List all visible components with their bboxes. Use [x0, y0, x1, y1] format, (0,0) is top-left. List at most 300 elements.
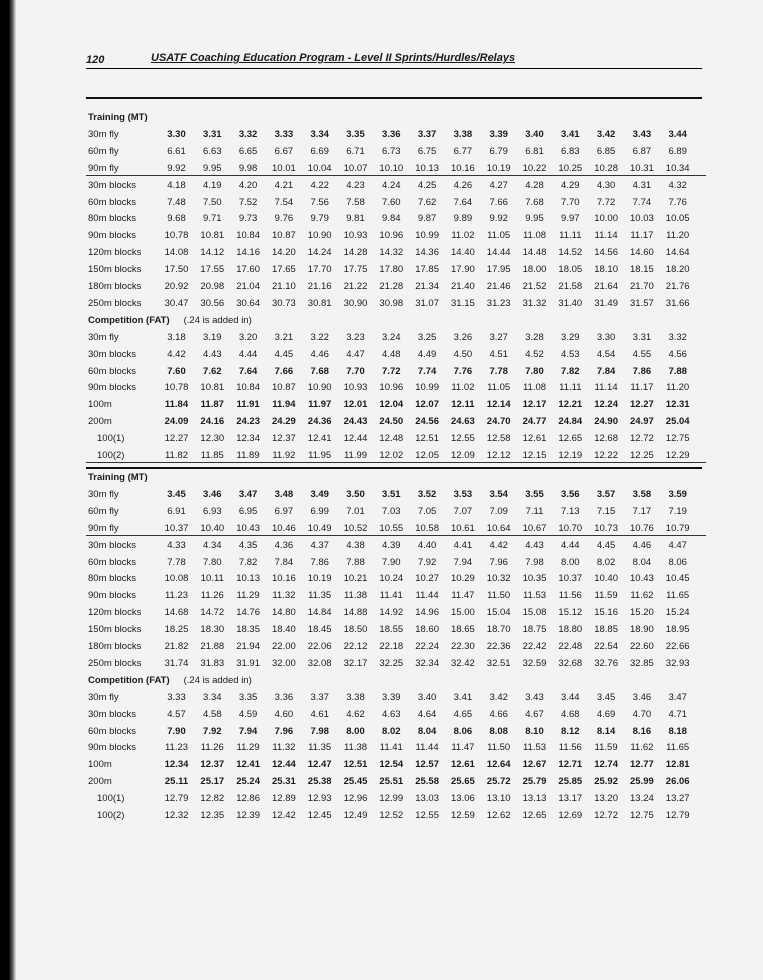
row-label: 90m blocks	[88, 590, 137, 602]
time-cell: 32.08	[307, 657, 332, 669]
time-cell: 7.98	[525, 556, 544, 568]
time-cell: 14.28	[343, 247, 368, 259]
time-cell: 22.66	[665, 641, 690, 652]
time-cell: 4.26	[453, 179, 473, 191]
row-label: 90m blocks	[88, 742, 137, 754]
table-row	[0, 487, 763, 503]
time-cell: 14.60	[630, 247, 654, 259]
time-cell: 4.23	[346, 179, 365, 191]
time-cell: 25.11	[164, 776, 189, 788]
time-cell: 4.21	[274, 179, 294, 191]
time-cell: 10.90	[307, 382, 332, 394]
time-cell: 10.64	[486, 522, 511, 534]
time-cell: 3.30	[167, 128, 186, 140]
time-cell: 12.74	[594, 759, 618, 771]
time-cell: 7.07	[453, 505, 473, 517]
time-cell: 7.78	[167, 556, 186, 568]
time-cell: 12.14	[486, 399, 511, 411]
time-cell: 10.52	[343, 522, 368, 534]
row-label: 30m blocks	[88, 348, 137, 360]
time-cell: 3.31	[632, 331, 652, 343]
time-cell: 4.62	[346, 708, 365, 720]
time-cell: 11.26	[200, 742, 224, 754]
time-cell: 4.43	[203, 348, 222, 360]
time-cell: 22.54	[594, 641, 618, 652]
time-cell: 7.84	[596, 365, 616, 377]
time-cell: 32.51	[486, 657, 511, 669]
row-label: 30m fly	[88, 691, 119, 703]
time-cell: 24.50	[379, 416, 404, 428]
time-cell: 6.75	[417, 145, 437, 157]
table-row	[0, 211, 763, 227]
time-cell: 3.32	[668, 331, 687, 343]
time-cell: 3.37	[310, 691, 329, 703]
time-cell: 21.22	[343, 281, 368, 292]
time-cell: 4.59	[238, 708, 258, 720]
time-cell: 4.29	[561, 179, 580, 191]
time-cell: 6.87	[632, 145, 652, 157]
time-cell: 3.19	[203, 331, 222, 343]
time-cell: 12.19	[558, 450, 583, 461]
time-cell: 3.39	[489, 128, 508, 140]
time-cell: 9.95	[525, 213, 544, 225]
time-cell: 10.40	[594, 573, 618, 585]
time-cell: 14.16	[236, 247, 260, 259]
time-cell: 18.70	[486, 624, 511, 636]
time-cell: 10.21	[343, 573, 368, 585]
table-row	[0, 622, 763, 638]
section-rule	[86, 467, 702, 469]
time-cell: 7.62	[417, 196, 437, 208]
time-cell: 11.82	[164, 450, 189, 461]
time-cell: 11.59	[594, 742, 618, 754]
time-cell: 10.22	[522, 162, 547, 174]
time-cell: 12.72	[630, 433, 654, 445]
time-cell: 10.31	[630, 162, 654, 174]
time-cell: 7.78	[489, 365, 508, 377]
section-heading	[88, 313, 252, 329]
time-cell: 13.10	[486, 793, 511, 805]
row-label: 90m fly	[88, 162, 119, 174]
time-cell: 12.21	[558, 399, 583, 411]
time-cell: 13.03	[415, 793, 439, 805]
time-cell: 7.68	[310, 365, 329, 377]
row-label: 30m fly	[88, 128, 119, 140]
time-cell: 12.42	[272, 810, 296, 821]
time-cell: 12.30	[200, 433, 225, 445]
row-label: 60m blocks	[88, 365, 137, 377]
added-time-note: (.24 is added in)	[183, 314, 252, 326]
table-row	[0, 740, 763, 756]
time-cell: 10.35	[522, 573, 547, 585]
time-cell: 9.68	[167, 213, 186, 225]
section-heading-row	[0, 470, 763, 486]
time-cell: 30.64	[236, 297, 260, 309]
time-cell: 14.72	[200, 607, 225, 619]
time-cell: 12.79	[665, 810, 690, 821]
table-row	[0, 431, 763, 447]
time-cell: 11.97	[308, 399, 332, 411]
time-cell: 4.61	[310, 708, 329, 720]
time-cell: 9.92	[489, 213, 508, 225]
time-cell: 24.63	[451, 416, 475, 428]
time-cell: 10.55	[379, 522, 404, 534]
time-cell: 6.61	[167, 145, 186, 157]
time-cell: 12.57	[415, 759, 439, 771]
time-cell: 31.15	[451, 297, 475, 309]
time-cell: 20.92	[164, 281, 189, 292]
time-cell: 11.85	[200, 450, 224, 461]
time-cell: 18.30	[200, 624, 225, 636]
time-cell: 6.69	[310, 145, 329, 157]
time-cell: 7.64	[238, 365, 258, 377]
time-cell: 18.60	[415, 624, 439, 636]
time-cell: 10.16	[272, 573, 296, 585]
time-cell: 3.35	[346, 128, 365, 140]
time-cell: 12.54	[379, 759, 404, 771]
row-label: 250m blocks	[88, 297, 142, 309]
time-cell: 3.21	[274, 331, 294, 343]
time-cell: 7.80	[525, 365, 544, 377]
time-cell: 32.17	[343, 657, 368, 669]
row-label: 80m blocks	[88, 213, 137, 225]
row-label: 60m fly	[88, 145, 119, 157]
time-cell: 31.49	[594, 297, 618, 309]
time-cell: 25.31	[272, 776, 296, 788]
time-cell: 22.48	[558, 641, 583, 652]
time-cell: 3.34	[203, 691, 222, 703]
time-cell: 11.59	[594, 590, 618, 602]
time-cell: 3.59	[668, 488, 687, 500]
time-cell: 3.28	[525, 331, 544, 343]
row-label: 100(1)	[97, 433, 125, 445]
time-cell: 7.70	[561, 196, 580, 208]
table-row	[0, 504, 763, 520]
time-cell: 7.96	[489, 556, 508, 568]
table-row	[0, 774, 763, 790]
time-cell: 12.12	[486, 450, 511, 461]
time-cell: 24.09	[164, 416, 189, 428]
time-cell: 14.40	[451, 247, 475, 259]
time-cell: 8.12	[561, 725, 580, 737]
time-cell: 4.36	[274, 539, 294, 551]
time-cell: 7.50	[203, 196, 222, 208]
time-cell: 17.70	[307, 264, 332, 276]
time-cell: 7.92	[203, 725, 222, 737]
time-cell: 10.32	[486, 573, 511, 585]
row-label: 90m fly	[88, 522, 119, 534]
running-title: USATF Coaching Education Program - Level II Sprints/Hurdles/Relays	[151, 52, 516, 64]
time-cell: 9.79	[310, 213, 329, 225]
time-cell: 3.39	[382, 691, 401, 703]
time-cell: 12.15	[522, 450, 547, 461]
table-row	[0, 228, 763, 244]
time-cell: 31.40	[558, 297, 583, 309]
time-cell: 6.93	[203, 505, 222, 517]
time-cell: 8.06	[453, 725, 473, 737]
time-cell: 18.15	[630, 264, 654, 276]
time-cell: 21.64	[594, 281, 618, 292]
table-row	[0, 639, 763, 655]
time-cell: 3.58	[632, 488, 652, 500]
time-cell: 14.80	[272, 607, 296, 619]
time-cell: 4.48	[382, 348, 401, 360]
time-cell: 9.73	[238, 213, 258, 225]
time-cell: 11.41	[379, 590, 403, 602]
time-cell: 30.90	[343, 297, 368, 309]
time-cell: 10.99	[415, 230, 439, 242]
time-cell: 4.55	[632, 348, 652, 360]
time-cell: 7.52	[238, 196, 258, 208]
table-row	[0, 347, 763, 363]
time-cell: 11.50	[487, 742, 511, 754]
time-cell: 3.56	[561, 488, 580, 500]
table-row	[0, 279, 763, 295]
time-cell: 4.47	[346, 348, 365, 360]
time-cell: 4.50	[453, 348, 473, 360]
time-cell: 11.05	[487, 382, 511, 394]
time-cell: 3.31	[203, 128, 222, 140]
time-cell: 8.00	[346, 725, 365, 737]
row-label: 200m	[88, 416, 112, 428]
time-cell: 21.76	[665, 281, 690, 292]
time-cell: 4.18	[167, 179, 186, 191]
table-row	[0, 296, 763, 312]
time-cell: 10.29	[451, 573, 475, 585]
row-label: 60m blocks	[88, 725, 137, 737]
time-cell: 30.56	[200, 297, 225, 309]
time-cell: 13.06	[451, 793, 475, 805]
time-cell: 11.87	[200, 399, 224, 411]
time-cell: 3.30	[596, 331, 616, 343]
time-cell: 30.47	[164, 297, 189, 309]
time-cell: 21.94	[236, 641, 260, 652]
time-cell: 12.61	[451, 759, 475, 771]
time-cell: 12.48	[379, 433, 404, 445]
time-cell: 4.24	[382, 179, 401, 191]
time-cell: 12.55	[415, 810, 439, 821]
time-cell: 3.45	[167, 488, 186, 500]
row-label: 120m blocks	[88, 247, 142, 259]
time-cell: 7.19	[668, 505, 687, 517]
time-cell: 3.32	[238, 128, 258, 140]
time-cell: 31.91	[236, 657, 260, 669]
row-label: 30m blocks	[88, 179, 137, 191]
time-cell: 10.13	[415, 162, 439, 174]
time-cell: 17.95	[486, 264, 511, 276]
time-cell: 10.28	[594, 162, 618, 174]
time-cell: 24.97	[630, 416, 654, 428]
time-cell: 10.49	[307, 522, 332, 534]
time-cell: 12.02	[379, 450, 404, 461]
time-cell: 15.12	[558, 607, 583, 619]
time-cell: 12.77	[630, 759, 654, 771]
time-cell: 22.24	[415, 641, 439, 652]
row-underline	[86, 535, 706, 536]
time-cell: 14.64	[665, 247, 690, 259]
time-cell: 6.85	[596, 145, 616, 157]
row-label: 200m	[88, 776, 112, 788]
time-cell: 3.18	[167, 331, 186, 343]
time-cell: 3.33	[167, 691, 186, 703]
time-cell: 12.44	[272, 759, 296, 771]
row-label: 180m blocks	[88, 281, 142, 292]
time-cell: 7.09	[489, 505, 508, 517]
time-cell: 8.08	[489, 725, 508, 737]
time-cell: 3.34	[310, 128, 329, 140]
time-cell: 10.90	[307, 230, 332, 242]
time-cell: 24.90	[594, 416, 618, 428]
time-cell: 10.84	[236, 230, 260, 242]
time-cell: 6.95	[238, 505, 258, 517]
time-cell: 32.59	[522, 657, 547, 669]
time-cell: 9.92	[167, 162, 186, 174]
time-cell: 10.99	[415, 382, 439, 394]
time-cell: 6.65	[238, 145, 258, 157]
time-cell: 10.58	[415, 522, 439, 534]
time-cell: 7.98	[310, 725, 329, 737]
row-label: 30m blocks	[88, 708, 137, 720]
time-cell: 11.17	[630, 382, 654, 394]
time-cell: 4.67	[525, 708, 544, 720]
time-cell: 4.41	[453, 539, 473, 551]
time-cell: 3.57	[596, 488, 616, 500]
time-cell: 7.62	[203, 365, 222, 377]
time-cell: 4.45	[274, 348, 294, 360]
row-label: 120m blocks	[88, 607, 142, 619]
table-row	[0, 791, 763, 807]
time-cell: 18.00	[522, 264, 547, 276]
table-row	[0, 127, 763, 143]
time-cell: 8.00	[561, 556, 580, 568]
time-cell: 4.49	[417, 348, 437, 360]
time-cell: 25.79	[522, 776, 547, 788]
time-cell: 4.39	[382, 539, 401, 551]
row-underline	[86, 175, 706, 176]
time-cell: 8.06	[668, 556, 687, 568]
time-cell: 4.60	[274, 708, 294, 720]
time-cell: 7.56	[310, 196, 329, 208]
time-cell: 6.79	[489, 145, 508, 157]
time-cell: 11.23	[164, 590, 189, 602]
time-cell: 3.47	[238, 488, 258, 500]
time-cell: 7.66	[489, 196, 508, 208]
time-cell: 12.67	[522, 759, 547, 771]
time-cell: 11.32	[272, 742, 296, 754]
time-cell: 3.45	[596, 691, 616, 703]
time-cell: 24.43	[343, 416, 368, 428]
time-cell: 12.37	[200, 759, 225, 771]
time-cell: 11.56	[558, 590, 582, 602]
time-cell: 3.48	[274, 488, 294, 500]
time-cell: 8.10	[525, 725, 544, 737]
time-cell: 14.36	[415, 247, 439, 259]
time-cell: 7.84	[274, 556, 294, 568]
time-cell: 31.66	[665, 297, 690, 309]
table-row	[0, 178, 763, 194]
time-cell: 12.89	[272, 793, 296, 805]
time-cell: 25.58	[415, 776, 439, 788]
time-cell: 10.19	[486, 162, 511, 174]
time-cell: 10.43	[630, 573, 654, 585]
time-cell: 17.90	[451, 264, 475, 276]
time-cell: 7.86	[632, 365, 652, 377]
time-cell: 12.09	[451, 450, 475, 461]
table-row	[0, 757, 763, 773]
time-cell: 11.56	[558, 742, 582, 754]
time-cell: 7.01	[346, 505, 365, 517]
table-row	[0, 397, 763, 413]
time-cell: 8.04	[632, 556, 652, 568]
section-heading	[88, 673, 252, 689]
time-cell: 25.51	[379, 776, 404, 788]
time-cell: 12.51	[343, 759, 368, 771]
time-cell: 11.35	[308, 742, 332, 754]
time-cell: 26.06	[665, 776, 690, 788]
time-cell: 17.85	[415, 264, 439, 276]
time-cell: 18.80	[558, 624, 583, 636]
time-cell: 22.12	[343, 641, 368, 652]
time-cell: 10.40	[200, 522, 225, 534]
time-cell: 10.93	[343, 230, 368, 242]
time-cell: 7.64	[453, 196, 473, 208]
time-cell: 7.82	[561, 365, 580, 377]
time-cell: 12.99	[379, 793, 404, 805]
time-cell: 17.65	[272, 264, 296, 276]
time-cell: 12.22	[594, 450, 618, 461]
time-cell: 3.43	[525, 691, 544, 703]
time-cell: 12.41	[236, 759, 260, 771]
time-cell: 4.44	[561, 539, 580, 551]
time-cell: 15.16	[594, 607, 618, 619]
time-cell: 10.24	[379, 573, 404, 585]
time-cell: 24.16	[200, 416, 225, 428]
time-cell: 18.20	[665, 264, 690, 276]
time-cell: 9.97	[561, 213, 580, 225]
time-cell: 32.68	[558, 657, 583, 669]
row-label: 100(2)	[97, 810, 125, 821]
time-cell: 21.46	[486, 281, 511, 292]
time-cell: 12.81	[665, 759, 690, 771]
top-rule	[86, 97, 702, 99]
time-cell: 11.41	[379, 742, 403, 754]
time-cell: 18.05	[558, 264, 583, 276]
time-cell: 4.64	[417, 708, 437, 720]
time-cell: 6.91	[167, 505, 186, 517]
time-cell: 10.79	[665, 522, 690, 534]
time-cell: 11.44	[415, 590, 439, 602]
time-cell: 25.85	[558, 776, 583, 788]
table-row	[0, 144, 763, 160]
time-cell: 12.27	[164, 433, 189, 445]
time-cell: 4.38	[346, 539, 365, 551]
time-cell: 3.55	[525, 488, 544, 500]
time-cell: 10.87	[272, 382, 296, 394]
time-cell: 12.68	[594, 433, 618, 445]
time-cell: 3.29	[561, 331, 580, 343]
time-cell: 12.27	[630, 399, 654, 411]
time-cell: 11.47	[451, 742, 475, 754]
time-cell: 21.16	[307, 281, 332, 292]
time-cell: 10.73	[594, 522, 618, 534]
time-cell: 12.39	[236, 810, 260, 821]
time-cell: 32.85	[630, 657, 654, 669]
time-cell: 12.49	[343, 810, 368, 821]
time-cell: 14.88	[343, 607, 368, 619]
time-cell: 7.96	[274, 725, 294, 737]
time-cell: 10.93	[343, 382, 368, 394]
time-cell: 11.94	[272, 399, 296, 411]
